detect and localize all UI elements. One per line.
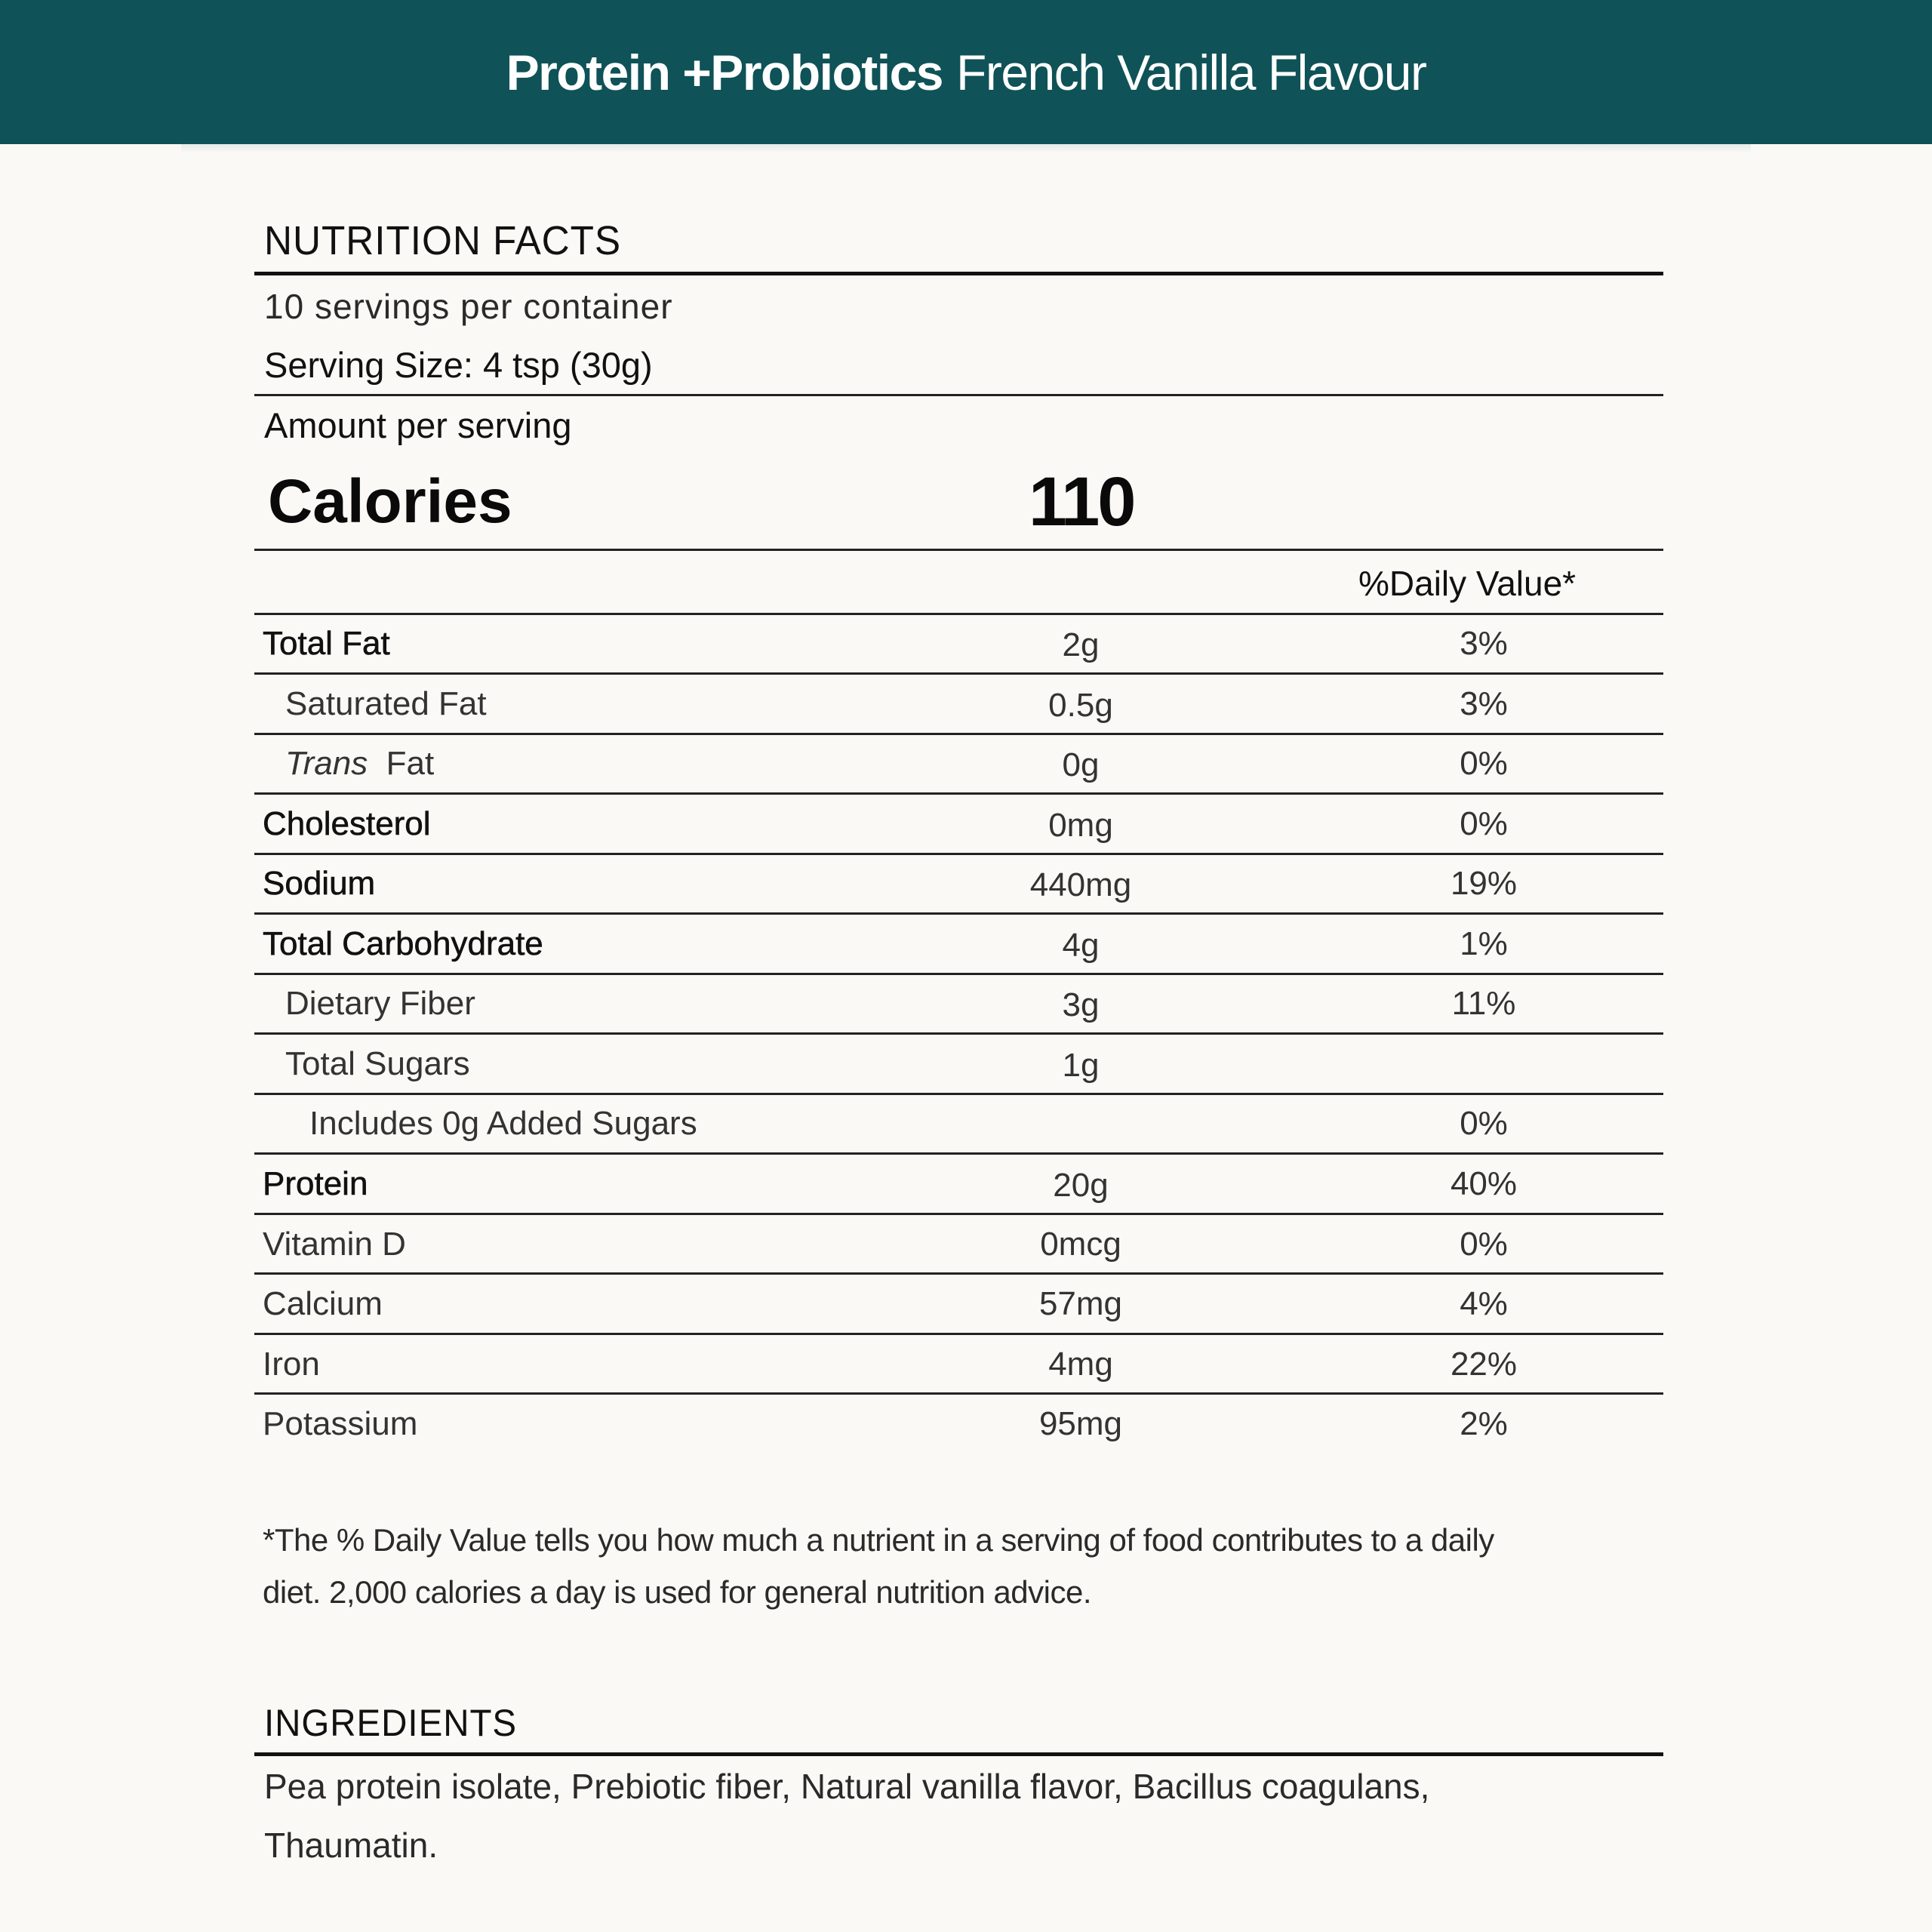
nutrient-label-trans-fat [285, 747, 434, 780]
divider [254, 1213, 1663, 1215]
divider [254, 912, 1663, 915]
nutrient-label-saturated-fat: Saturated Fat [285, 685, 487, 722]
product-name: Protein +Probiotics [506, 44, 943, 100]
calories-label: Calories [268, 467, 512, 536]
nutrient-dv-total-fat: 3% [1460, 625, 1508, 662]
divider [254, 1032, 1663, 1035]
nutrient-amount-sodium: 440mg [1029, 866, 1132, 903]
nutrient-label-cholesterol: Cholesterol [263, 805, 431, 842]
nutrition-facts-heading: NUTRITION FACTS [264, 218, 622, 263]
nutrient-amount-potassium: 95mg [1038, 1405, 1123, 1442]
nutrient-label-added-sugars: Includes 0g Added Sugars [309, 1105, 697, 1142]
nutrient-label-total-sugars: Total Sugars [285, 1045, 470, 1082]
divider [254, 853, 1663, 855]
divider [254, 973, 1663, 975]
product-header [0, 0, 1932, 144]
ingredients-heading: INGREDIENTS [264, 1702, 518, 1744]
divider [254, 792, 1663, 795]
ingredients-line2: Thaumatin. [264, 1826, 438, 1865]
divider [254, 613, 1663, 615]
divider [254, 733, 1663, 735]
divider [254, 549, 1663, 551]
nutrient-dv-potassium: 2% [1460, 1405, 1508, 1442]
nutrient-amount-calcium: 57mg [1038, 1285, 1123, 1322]
nutrient-dv-added-sugars: 0% [1460, 1105, 1508, 1142]
nutrient-label-protein: Protein [263, 1165, 368, 1202]
nutrient-label-potassium: Potassium [263, 1405, 418, 1442]
nutrient-dv-cholesterol: 0% [1460, 805, 1508, 842]
nutrient-amount-total-carbohydrate: 4g [1062, 927, 1100, 964]
nutrient-dv-dietary-fiber: 11% [1451, 985, 1516, 1022]
trans-italic: Trans [285, 745, 368, 782]
daily-value-footnote-line2: diet. 2,000 calories a day is used for general nutrition advice. [263, 1574, 1092, 1610]
nutrient-label-sodium: Sodium [263, 865, 376, 902]
nutrient-amount-vitamin-d: 0mcg [1040, 1226, 1121, 1263]
divider [254, 1272, 1663, 1275]
nutrient-amount-total-sugars: 1g [1062, 1047, 1100, 1084]
servings-per-container: 10 servings per container [264, 287, 673, 326]
nutrient-amount-saturated-fat: 0.5g [1048, 687, 1113, 724]
nutrient-dv-saturated-fat: 3% [1460, 685, 1508, 722]
nutrient-dv-iron: 22% [1450, 1346, 1518, 1383]
product-flavour: French Vanilla Flavour [956, 44, 1426, 100]
divider-thick [254, 1752, 1663, 1756]
nutrient-dv-vitamin-d: 0% [1460, 1226, 1508, 1263]
calories-value: 110 [1029, 463, 1134, 540]
daily-value-header: %Daily Value* [1358, 564, 1577, 603]
fat-word: Fat [386, 745, 435, 782]
divider [254, 672, 1663, 675]
nutrient-label-iron: Iron [263, 1346, 320, 1383]
divider [254, 1152, 1663, 1155]
nutrient-amount-iron: 4mg [1048, 1346, 1113, 1383]
ingredients-line1: Pea protein isolate, Prebiotic fiber, Natural vanilla flavor, Bacillus coagulans, [264, 1767, 1430, 1806]
nutrient-label-calcium: Calcium [263, 1285, 383, 1322]
nutrient-label-total-fat: Total Fat [263, 625, 390, 662]
nutrient-amount-protein: 20g [1053, 1167, 1109, 1204]
nutrient-amount-dietary-fiber: 3g [1062, 986, 1100, 1023]
nutrient-dv-protein: 40% [1450, 1165, 1518, 1202]
divider [254, 1392, 1663, 1395]
nutrient-dv-trans-fat: 0% [1460, 745, 1508, 782]
nutrient-dv-sodium: 19% [1450, 865, 1518, 902]
amount-per-serving: Amount per serving [264, 405, 572, 445]
divider-thick [254, 272, 1663, 275]
nutrient-dv-calcium: 4% [1460, 1285, 1508, 1322]
divider [254, 394, 1663, 396]
nutrient-amount-total-fat: 2g [1062, 626, 1100, 663]
divider [254, 1333, 1663, 1335]
serving-size: Serving Size: 4 tsp (30g) [264, 345, 653, 385]
daily-value-footnote-line1: *The % Daily Value tells you how much a nutrient in a serving of food contributes to a daily [263, 1522, 1494, 1558]
nutrient-label-vitamin-d: Vitamin D [263, 1226, 406, 1263]
nutrient-amount-trans-fat: 0g [1062, 746, 1100, 783]
nutrient-label-dietary-fiber: Dietary Fiber [285, 985, 475, 1022]
nutrient-label-total-carbohydrate: Total Carbohydrate [263, 925, 543, 962]
nutrient-dv-total-carbohydrate: 1% [1460, 925, 1508, 962]
header-shadow [181, 144, 1751, 153]
divider [254, 1093, 1663, 1095]
nutrient-amount-cholesterol: 0mg [1048, 807, 1113, 844]
